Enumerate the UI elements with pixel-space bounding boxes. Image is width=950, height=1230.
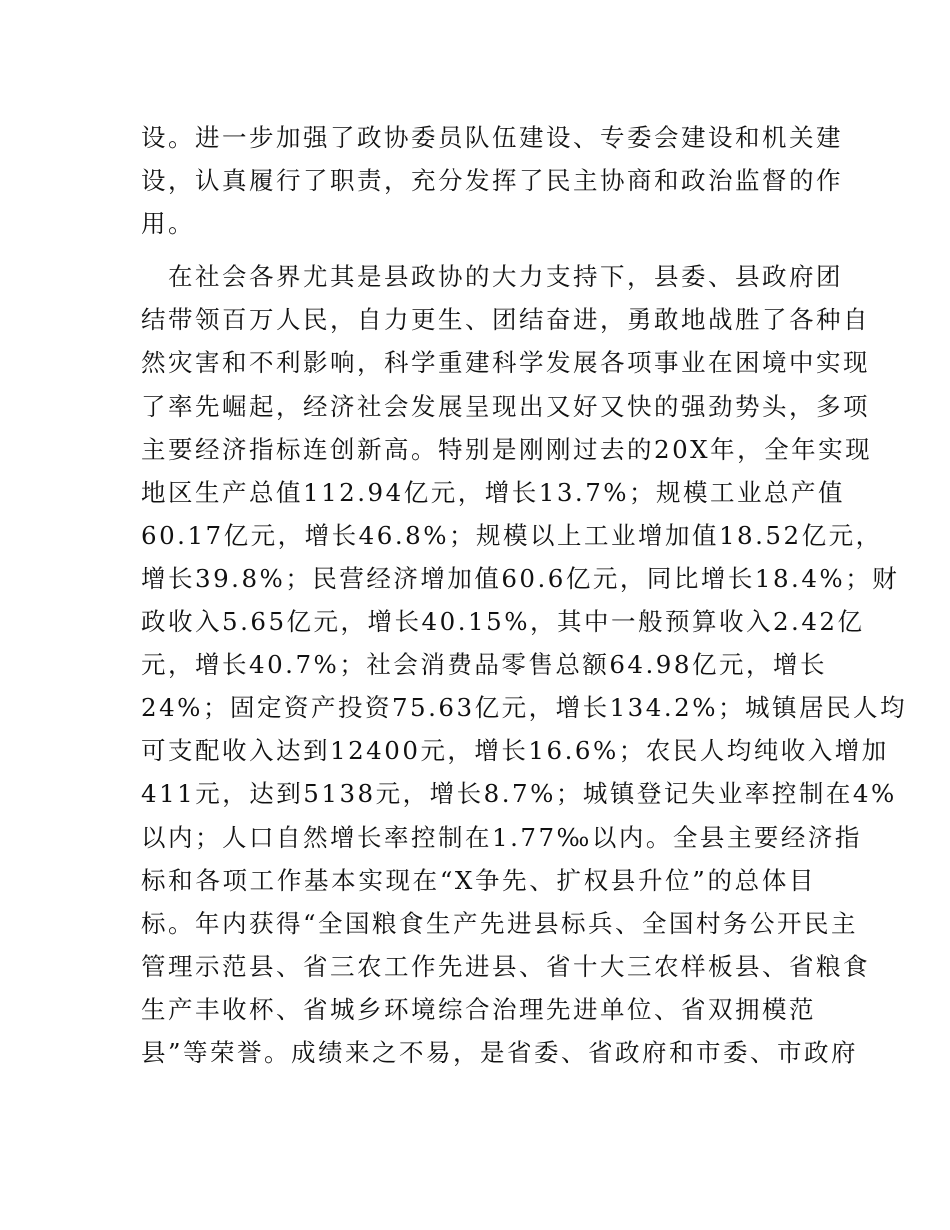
- text-line: 主要经济指标连创新高。特别是刚刚过去的20X年，全年实现: [141, 434, 873, 464]
- text-line: 设，认真履行了职责，充分发挥了民主协商和政治监督的作: [141, 166, 843, 196]
- text-line: 县”等荣誉。成绩来之不易，是省委、省政府和市委、市政府: [141, 1037, 859, 1067]
- document-body: [141, 116, 908, 1074]
- text-line: 用。: [141, 209, 195, 239]
- text-line: 生产丰收杯、省城乡环境综合治理先进单位、省双拥模范: [141, 994, 816, 1024]
- text-line: 地区生产总值112.94亿元，增长13.7%；规模工业总产值: [141, 477, 846, 507]
- text-line: 元，增长40.7%；社会消费品零售总额64.98亿元，增长: [141, 650, 827, 680]
- text-line: 政收入5.65亿元，增长40.15%，其中一般预算收入2.42亿: [141, 607, 865, 637]
- text-line: 以内；人口自然增长率控制在1.77‰以内。全县主要经济指: [141, 822, 862, 852]
- text-line: 60.17亿元，增长46.8%；规模以上工业增加值18.52亿元，: [141, 520, 883, 550]
- text-line: 然灾害和不利影响，科学重建科学发展各项事业在困境中实现: [141, 348, 870, 378]
- text-line: 可支配收入达到12400元，增长16.6%；农民人均纯收入增加: [141, 736, 889, 766]
- text-line: 了率先崛起，经济社会发展呈现出又好又快的强劲势头，多项: [141, 391, 870, 421]
- paragraph-2: [141, 255, 908, 1074]
- text-line: 411元，达到5138元，增长8.7%；城镇登记失业率控制在4%: [141, 779, 897, 809]
- text-line: 24%；固定资产投资75.63亿元，增长134.2%；城镇居民人均: [141, 693, 908, 723]
- text-line: 管理示范县、省三农工作先进县、省十大三农样板县、省粮食: [141, 951, 870, 981]
- paragraph-1: [141, 116, 843, 245]
- text-line: 标。年内获得“全国粮食生产先进县标兵、全国村务公开民主: [141, 908, 859, 938]
- paragraph-spacer: [141, 245, 816, 255]
- text-line: 标和各项工作基本实现在“X争先、扩权县升位”的总体目: [141, 865, 816, 895]
- text-line: 结带领百万人民，自力更生、团结奋进，勇敢地战胜了各种自: [141, 305, 870, 335]
- text-line: 增长39.8%；民营经济增加值60.6亿元，同比增长18.4%；财: [141, 563, 900, 593]
- text-line: 在社会各界尤其是县政协的大力支持下，县委、县政府团: [141, 262, 843, 292]
- text-line: 设。进一步加强了政协委员队伍建设、专委会建设和机关建: [141, 123, 843, 152]
